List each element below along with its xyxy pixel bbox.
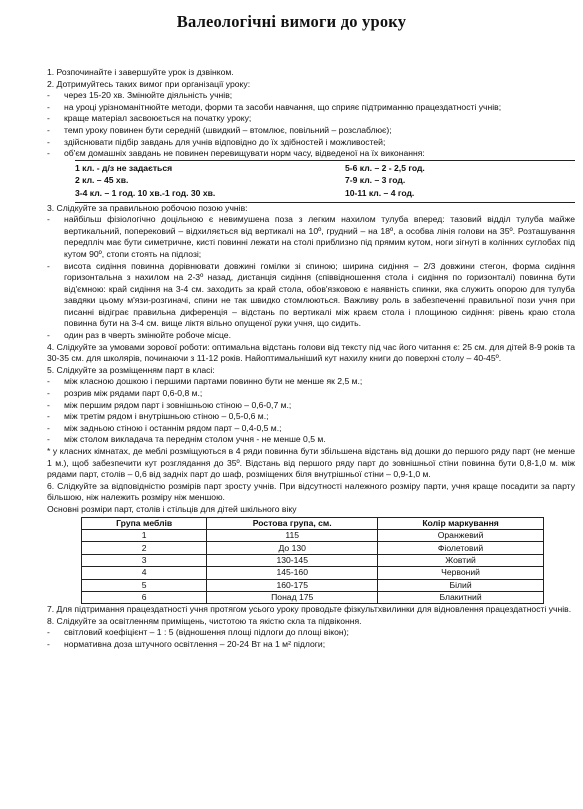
- table-cell: 1: [82, 529, 207, 541]
- table-cell: Блакитний: [378, 591, 544, 603]
- list-item: - найбільш фізіологічно доцільною є невимушена поза з легким нахилом тулуба вперед: тазовий відділ тулуба майже вертикальний, поперековий – відхиляється від вертикалі на 10º, грудний – на 18º, а особва лінія голови на 35º. Розташування передпліч має бути симетричне, кисті повинні лежати на столі приблизно під прямим кутом, ноги зігнуті в колінних суглобах під кутом 90º, стопи стоять на підлозі;: [47, 214, 575, 259]
- list-item: - між задньою стіною і останнім рядом парт – 0,4-0,5 м.;: [47, 422, 282, 433]
- table-cell: 160-175: [207, 579, 378, 591]
- table-row: [82, 554, 544, 566]
- dash-marker: -: [47, 434, 50, 445]
- table-cell: 5: [82, 579, 207, 591]
- table-cell: 115: [207, 529, 378, 541]
- table-row: [82, 567, 544, 579]
- table-cell: Білий: [378, 579, 544, 591]
- column-header: Ростова група, см.: [207, 517, 378, 529]
- item-6: 6. Слідкуйте за відповідністю розмірів парт зросту учнів. При відсутності належного розміру парти, учня краще посадити за парту більшою, ніж належить розміру ніж меншою.: [47, 480, 575, 503]
- table-cell: 130-145: [207, 554, 378, 566]
- dash-marker: -: [47, 627, 50, 638]
- list-item: - між третім рядом і внутрішньою стіною – 0,5-0,6 м.;: [47, 411, 269, 422]
- dash-marker: -: [47, 330, 50, 341]
- document-body: [47, 67, 575, 651]
- dash-marker: -: [47, 113, 50, 124]
- dash-marker: -: [47, 411, 50, 422]
- norm-right-1: 5-6 кл. – 2 - 2,5 год.: [345, 162, 425, 173]
- column-header: Група меблів: [82, 517, 207, 529]
- item-1: 1. Розпочинайте і завершуйте урок із дзвінком.: [47, 67, 234, 77]
- table-cell: 4: [82, 567, 207, 579]
- item-7: 7. Для підтримання працездатності учня протягом усього уроку проводьте фізкультхвилинки для відновлення працездатності учнів.: [47, 604, 572, 615]
- table-header-row: [82, 517, 544, 529]
- homework-norms: [75, 160, 575, 203]
- norm-left-2: 2 кл. – 45 хв.: [75, 175, 129, 186]
- norm-right-3: 10-11 кл. – 4 год.: [345, 187, 415, 198]
- column-header: Колір маркування: [378, 517, 544, 529]
- dash-marker: -: [47, 260, 50, 271]
- dash-marker: -: [47, 376, 50, 387]
- table-cell: До 130: [207, 542, 378, 554]
- list-item: - здійснювати підбір завдань для учнів відповідно до їх здібностей і можливостей;: [47, 136, 386, 147]
- dash-marker: -: [47, 399, 50, 410]
- table-cell: Оранжевий: [378, 529, 544, 541]
- list-item: - висота сидіння повинна дорівнювати довжині гомілки зі спиною; ширина сидіння – 2/3 довжини стегон, форма сидіння горизонтальна з нахилом на 2-3º назад, дистанція сидіння (співвідношення стола і сидіння по горизонталі) повинна бути від'ємною: край сидіння на 3-4 см. заходить за край стола, обов'язковою є наявність спинки, яка служить опорою для тулуба завдяки цьому м'язи-розгиначі, спини не так швидко стомлюються. Важливу роль в забезпеченні правильної пози учня при писанні відіграє правильна диференція – відстань по вертикалі між краєм стола і площиною сидіння: рівень краю стола повинна бути на 3-4 см. вище ліктя вільно опущеної руки учня, що сидить.: [47, 260, 575, 329]
- table-cell: 145-160: [207, 567, 378, 579]
- table-cell: Фіолетовий: [378, 542, 544, 554]
- item-2: 2. Дотримуйтесь таких вимог при організації уроку:: [47, 78, 251, 89]
- item-4: 4. Слідкуйте за умовами зорової роботи: оптимальна відстань голови від тексту під час його читання є: 25 см. для дітей 8-9 років та 30-35 см. для школярів, починаючи з 11-12 років. Найоптимальніший кут нахилу книги до поверхні столу – 40-45º.: [47, 341, 575, 364]
- dash-marker: -: [47, 422, 50, 433]
- table-cell: 6: [82, 591, 207, 603]
- dash-marker: -: [47, 136, 50, 147]
- list-item: - краще матеріал засвоюється на початку уроку;: [47, 113, 252, 124]
- norm-left-1: 1 кл. - д/з не задається: [75, 162, 173, 173]
- list-item: - об'єм домашніх завдань не повинен перевищувати норм часу, відведеної на їх виконання:: [47, 148, 425, 159]
- table-row: [82, 591, 544, 603]
- table-cell: Червоний: [378, 567, 544, 579]
- list-item: - на уроці урізноманітнюйте методи, форми та засоби навчання, що сприяє підтриманню працездатності учнів;: [47, 101, 502, 112]
- dash-marker: -: [47, 214, 50, 225]
- list-item: - між першим рядом парт і зовнішньою стіною – 0,6-0,7 м.;: [47, 399, 292, 410]
- table-cell: 3: [82, 554, 207, 566]
- list-item: - нормативна доза штучного освітлення – 20-24 Вт на 1 м² підлоги;: [47, 639, 326, 650]
- table-cell: Жовтий: [378, 554, 544, 566]
- table-row: [82, 542, 544, 554]
- table-row: [82, 579, 544, 591]
- dash-marker: -: [47, 639, 50, 650]
- dash-marker: -: [47, 124, 50, 135]
- norm-right-2: 7-9 кл. – 3 год.: [345, 175, 406, 186]
- page-title: Валеологічні вимоги до уроку: [176, 12, 407, 31]
- item-5: 5. Слідкуйте за розміщенням парт в класі:: [47, 364, 215, 375]
- table-cell: Понад 175: [207, 591, 378, 603]
- list-item: - розрив між рядами парт 0,6-0,8 м.;: [47, 388, 203, 399]
- table-cell: 2: [82, 542, 207, 554]
- item-3: 3. Слідкуйте за правильною робочою позою учнів:: [47, 202, 248, 213]
- table-row: [82, 529, 544, 541]
- item-8: 8. Слідкуйте за освітленням приміщень, чистотою та якістю скла та підвіконня.: [47, 615, 362, 626]
- dash-marker: -: [47, 90, 50, 101]
- item-5-note: * у класних кімнатах, де меблі розміщуються в 4 ряди повинна бути збільшена відстань від дошки до першого ряду парт (не менше 1 м.), щоб забезпечити кут розглядання до 35º. Відстань від першого ряду парт до зовнішньої стіни повинна бути 0,8-1,0 м. між рядами парт, столів – 0,6 від задніх парт до шаф, розміщених біля внутрішньої стіни – 0,9-1,0 м.: [47, 446, 575, 480]
- list-item: - світловий коефіцієнт – 1 : 5 (відношення площі підлоги до площі вікон);: [47, 627, 349, 638]
- dash-marker: -: [47, 101, 50, 112]
- dash-marker: -: [47, 388, 50, 399]
- list-item: - темп уроку повинен бути середній (швидкий – втомлює, повільний – розслаблює);: [47, 124, 392, 135]
- list-item: - між класною дошкою і першими партами повинно бути не менше як 2,5 м.;: [47, 376, 363, 387]
- list-item: - один раз в чверть змінюйте робоче місце.: [47, 330, 231, 341]
- dash-marker: -: [47, 148, 50, 159]
- norm-left-3: 3-4 кл. – 1 год. 10 хв.-1 год. 30 хв.: [75, 187, 216, 198]
- list-item: - через 15-20 хв. Змінюйте діяльність учнів;: [47, 90, 233, 101]
- list-item: - між столом викладача та переднім столом учня - не менше 0,5 м.: [47, 434, 326, 445]
- table-caption: Основні розміри парт, столів і стільців для дітей шкільного віку: [47, 503, 297, 514]
- furniture-table: [81, 517, 544, 605]
